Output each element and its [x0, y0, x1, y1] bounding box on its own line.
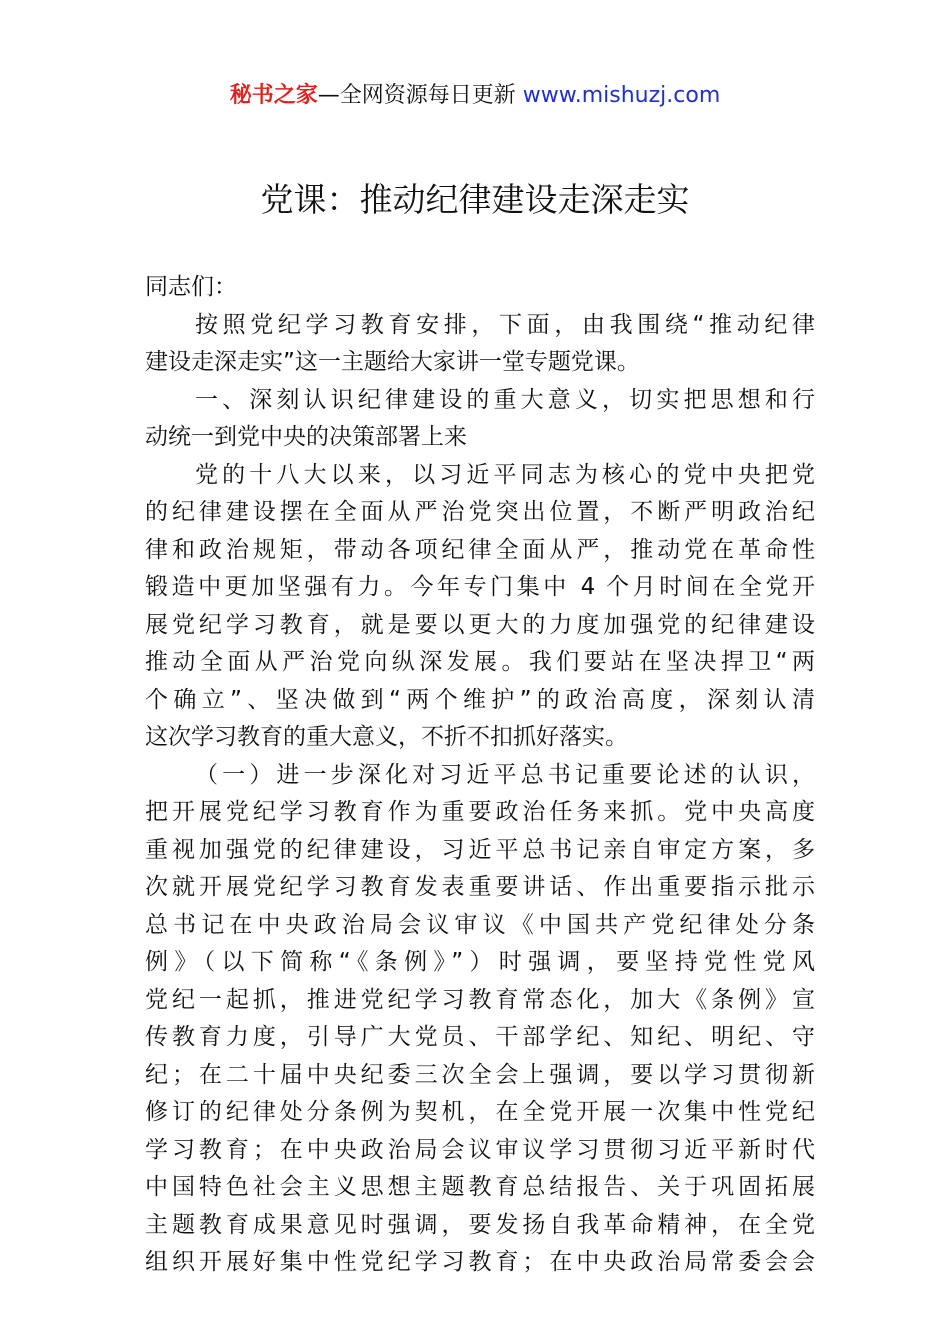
site-url-link[interactable]: www.mishuzj.com [522, 83, 721, 108]
site-brand: 秘书之家 [229, 83, 318, 108]
body-text-line: 律和政治规矩，带动各项纪律全面从严，推动党在革命性 [145, 536, 815, 563]
document-body [145, 269, 815, 1282]
document-title: 党课：推动纪律建设走深走实 [260, 180, 690, 219]
site-tagline: —全网资源每日更新 [317, 83, 523, 108]
body-text-line: 党的十八大以来，以习近平同志为核心的党中央把党 [195, 461, 815, 488]
body-text-line: 的纪律建设摆在全面从严治党突出位置，不断严明政治纪 [145, 499, 815, 525]
body-text-line: 一、深刻认识纪律建设的重大意义，切实把思想和行 [195, 386, 815, 413]
body-text-line: （一）进一步深化对习近平总书记重要论述的认识， [195, 761, 815, 788]
body-text-line: 把开展党纪学习教育作为重要政治任务来抓。党中央高度 [145, 799, 815, 825]
body-text-line: 修订的纪律处分条例为契机，在全党开展一次集中性党纪 [145, 1099, 815, 1125]
body-text-line: 这次学习教育的重大意义，不折不扣抓好落实。 [145, 724, 628, 750]
body-text-line: 按照党纪学习教育安排，下面，由我围绕“推动纪律 [195, 311, 815, 338]
body-text-line: 传教育力度，引导广大党员、干部学纪、知纪、明纪、守 [145, 1024, 815, 1050]
body-text-line: 党纪一起抓，推进党纪学习教育常态化，加大《条例》宣 [145, 986, 815, 1013]
body-text-line: 锻造中更加坚强有力。今年专门集中 4 个月时间在全党开 [145, 574, 815, 600]
body-text-line: 纪；在二十届中央纪委三次全会上强调，要以学习贯彻新 [145, 1061, 815, 1088]
body-text-line: 重视加强党的纪律建设，习近平总书记亲自审定方案，多 [145, 836, 815, 863]
body-text-line: 次就开展党纪学习教育发表重要讲话、作出重要指示批示 [145, 874, 815, 900]
body-text-line: 建设走深走实”这一主题给大家讲一堂专题党课。 [145, 349, 640, 375]
body-text-line: 例》（以下简称“《条例》”）时强调，要坚持党性党风 [145, 949, 815, 975]
body-text-line: 学习教育；在中央政治局会议审议学习贯彻习近平新时代 [145, 1136, 815, 1163]
site-header [0, 80, 950, 112]
body-text-line: 中国特色社会主义思想主题教育总结报告、关于巩固拓展 [145, 1174, 815, 1200]
body-text-line: 动统一到党中央的决策部署上来 [145, 424, 467, 450]
body-text-line: 展党纪学习教育，就是要以更大的力度加强党的纪律建设 [145, 611, 815, 638]
body-text-line: 主题教育成果意见时强调，要发扬自我革命精神，在全党 [145, 1211, 815, 1238]
body-text-line: 组织开展好集中性党纪学习教育；在中央政治局常委会会 [145, 1249, 815, 1275]
body-text-line: 个确立”、坚决做到“两个维护”的政治高度，深刻认清 [145, 686, 815, 713]
body-text-line: 同志们： [145, 274, 237, 300]
body-text-line: 推动全面从严治党向纵深发展。我们要站在坚决捍卫“两 [145, 649, 815, 675]
body-text-line: 总书记在中央政治局会议审议《中国共产党纪律处分条 [145, 911, 815, 938]
